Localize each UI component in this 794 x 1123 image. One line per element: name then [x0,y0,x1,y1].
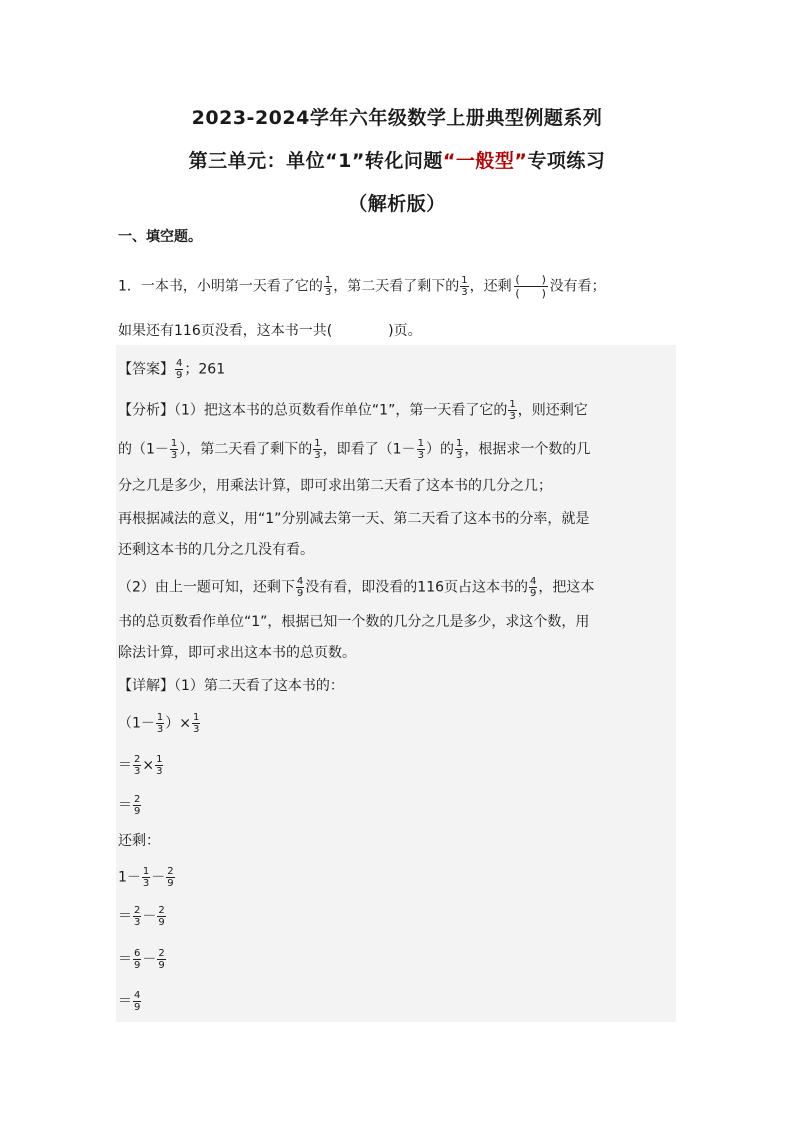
equals-sign: ＝ [118,951,132,968]
answer-label: 【答案】 [118,361,174,378]
analysis-text: ）的 [425,441,454,458]
analysis-line-6 [118,576,594,599]
analysis-line-3: 分之几是多少，用乘法计算，即可求出第二天看了这本书的几分之几； [118,478,552,494]
frac-den: 3 [461,287,468,298]
fraction-one-third [455,438,463,461]
analysis-line-4: 再根据减法的意义，用“1”分别减去第一天、第二天看了这本书的分率，就是 [118,511,590,527]
frac-num: 2 [134,754,141,765]
frac-num: 4 [134,990,141,1001]
fraction-one-third [313,438,321,461]
frac-den: 9 [134,960,141,971]
analysis-text: ，根据求一个数的几 [464,441,591,458]
unit-title-suffix: 专项练习 [527,150,606,172]
analysis-text: ），第二天看了剩下的 [179,441,313,458]
frac-num: 1 [509,399,516,410]
equation-line-6 [118,948,167,971]
frac-den: 9 [134,1002,141,1013]
fraction-one-third [155,754,163,777]
frac-den: 3 [324,287,332,298]
fraction-two-thirds [133,905,141,928]
times-sign: × [142,757,155,774]
frac-den: 9 [296,588,304,599]
frac-num: 1 [455,438,463,449]
analysis-text: ，则还剩它 [517,402,588,419]
analysis-line-1 [118,399,588,422]
analysis-text: ，把这本 [538,579,595,596]
frac-den: 3 [156,766,163,777]
eq-text: 1－ [118,869,141,886]
q1-text-3: ，还剩 [469,278,512,295]
analysis-text: 的（1－ [118,441,169,458]
fraction-four-ninths [529,576,537,599]
frac-den: 9 [167,878,174,889]
unit-title [0,146,794,173]
frac-num: 1 [156,754,163,765]
fraction-two-ninths [133,794,141,817]
analysis-text: 没有看，即没看的116页占这本书的 [305,579,529,596]
frac-den: 3 [455,450,463,461]
fraction-one-third [156,712,164,735]
frac-den: 9 [134,806,141,817]
equals-sign: ＝ [118,993,132,1010]
fraction-two-ninths [157,905,165,928]
frac-num: 2 [158,905,165,916]
minus-sign: － [151,869,166,886]
equals-sign: ＝ [118,757,132,774]
frac-num: 4 [296,576,304,587]
frac-den: 3 [509,411,516,422]
frac-num: 1 [156,712,164,723]
answer-blank-fraction[interactable] [514,273,548,300]
fraction-one-third [192,712,200,735]
frac-den: 3 [417,450,424,461]
equation-line-2 [118,754,164,777]
fraction-one-third [417,438,425,461]
frac-num: 2 [134,905,141,916]
equals-sign: ＝ [118,797,132,814]
unit-title-highlight: “一般型” [442,150,528,172]
frac-den: 3 [193,724,200,735]
analysis-text: （2）由上一题可知，还剩下 [118,579,295,596]
fraction-six-ninths [133,948,141,971]
answer-value: ；261 [184,361,226,378]
frac-num: 2 [158,948,165,959]
eq-text: （1－ [118,715,155,732]
frac-den: 3 [134,917,141,928]
section-heading: 一、填空题。 [118,229,202,245]
q1-text-2: ，第二天看了剩下的 [333,278,460,295]
analysis-line-5: 还剩这本书的几分之几没有看。 [118,542,314,558]
fraction-one-third [324,275,332,298]
q1-text-4: 没有看； [549,278,606,295]
frac-num: 6 [134,948,141,959]
frac-den: 3 [314,450,321,461]
fraction-one-third [142,866,150,889]
frac-den: 3 [156,724,164,735]
detail-heading: 【详解】（1）第二天看了这本书的： [118,678,344,694]
frac-den: 3 [134,766,141,777]
frac-den: 9 [530,588,537,599]
eq-text: ）× [165,715,192,732]
frac-num: 1 [417,438,424,449]
frac-den: 3 [170,450,178,461]
blank-num: ( ) [515,273,546,286]
equation-line-7 [118,990,142,1013]
fraction-one-third [170,438,178,461]
unit-title-prefix: 第三单元：单位“1”转化问题 [188,150,443,172]
fraction-four-ninths [133,990,141,1013]
edition-label: （解析版） [348,193,446,215]
analysis-line-7: 书的总页数看作单位“1”，根据已知一个数的几分之几是多少，求这个数，用 [118,614,590,630]
equation-line-5 [118,905,167,928]
equation-line-1 [118,712,201,735]
frac-num: 1 [324,275,332,286]
analysis-text: 【分析】（1）把这本书的总页数看作单位“1”，第一天看了它的 [118,402,508,419]
fraction-two-ninths [157,948,165,971]
frac-num: 1 [461,275,468,286]
frac-num: 1 [170,438,178,449]
document-title: 2023-2024学年六年级数学上册典型例题系列 [191,107,603,129]
fraction-two-thirds [133,754,141,777]
analysis-text: ，即看了（1－ [322,441,416,458]
fraction-two-ninths [166,866,174,889]
frac-den: 9 [176,370,183,381]
fraction-four-ninths [175,358,183,381]
frac-num: 4 [176,358,183,369]
frac-den: 3 [142,878,150,889]
question-1-line-2: 如果还有116页没看，这本书一共( )页。 [118,323,422,339]
fraction-one-third [460,275,468,298]
equation-line-3 [118,794,142,817]
blank-den: ( ) [515,287,546,300]
frac-num: 1 [193,712,200,723]
frac-den: 9 [158,960,165,971]
fraction-one-third [508,399,516,422]
remain-label: 还剩： [118,833,160,849]
minus-sign: － [142,908,157,925]
analysis-line-2 [118,438,590,461]
question-1-line-1 [118,273,606,300]
frac-num: 2 [167,866,174,877]
frac-den: 9 [158,917,165,928]
answer-line [118,358,225,381]
frac-num: 4 [530,576,537,587]
frac-num: 1 [142,866,150,877]
frac-num: 1 [314,438,321,449]
equation-line-4 [118,866,176,889]
fraction-four-ninths [296,576,304,599]
frac-num: 2 [134,794,141,805]
equals-sign: ＝ [118,908,132,925]
analysis-line-8: 除法计算，即可求出这本书的总页数。 [118,645,356,661]
minus-sign: － [142,951,157,968]
q1-text-1: 1．一本书，小明第一天看了它的 [118,278,323,295]
